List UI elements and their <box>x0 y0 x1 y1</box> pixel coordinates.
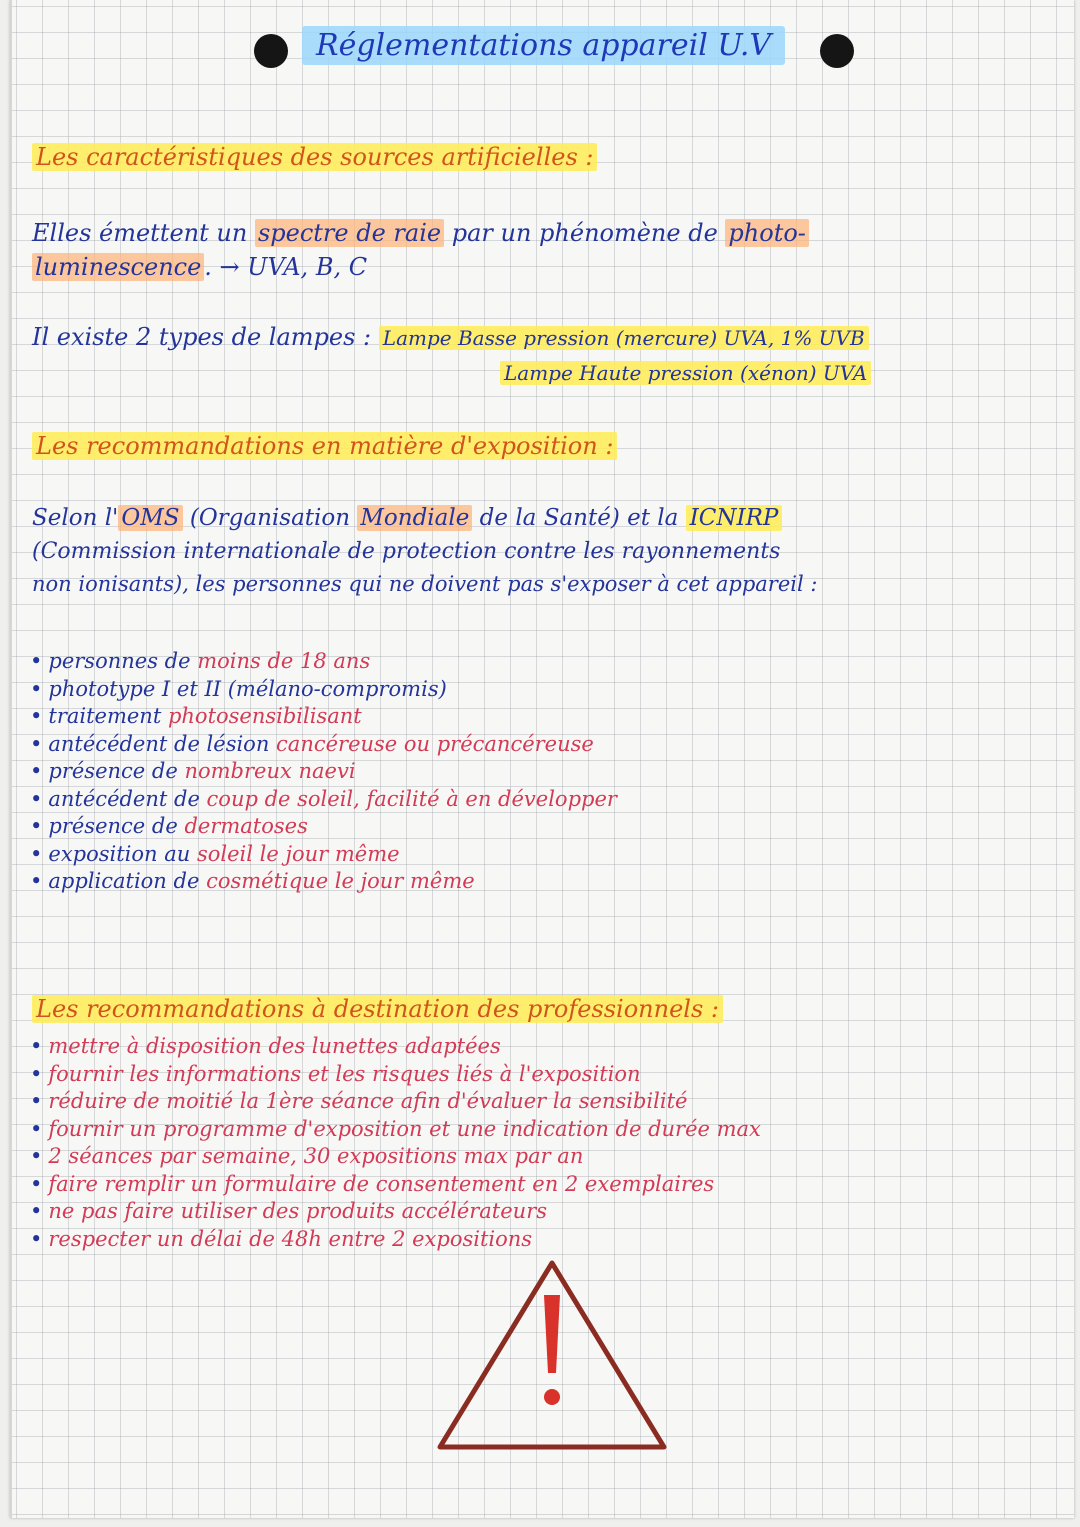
p1-highlight-luminescence: luminescence <box>32 253 204 281</box>
item-text: respecter un délai de 48h entre 2 expositions <box>48 1226 533 1251</box>
bullet-icon: • <box>30 841 43 866</box>
item-text: antécédent de lésion <box>48 731 277 756</box>
exclusion-list <box>30 648 617 896</box>
bullet-icon: • <box>30 1144 43 1168</box>
exclusion-list-item <box>30 703 617 731</box>
section2-line1 <box>32 503 782 533</box>
exclusion-list-item <box>30 676 617 704</box>
item-text: antécédent de <box>48 786 207 811</box>
punch-hole-left <box>254 34 288 68</box>
item-text: réduire de moitié la 1ère séance afin d'évaluer la sensibilité <box>48 1089 688 1113</box>
item-text-emphasis: soleil le jour même <box>196 841 400 866</box>
item-text-emphasis: coup de soleil, facilité à en développer <box>206 786 617 811</box>
bullet-icon: • <box>30 1089 43 1113</box>
item-text: fournir un programme d'exposition et une indication de durée max <box>48 1116 761 1141</box>
s2-mondiale: Mondiale <box>357 505 472 531</box>
section2-heading-text: Les recommandations en matière d'exposition : <box>32 432 617 460</box>
item-text: ne pas faire utiliser des produits accélérateurs <box>48 1199 548 1223</box>
section3-heading <box>32 995 723 1023</box>
bullet-icon: • <box>30 649 43 673</box>
recommendation-list-item <box>30 1033 761 1061</box>
bullet-icon: • <box>30 731 43 756</box>
p1-text-b: par un phénomène de <box>444 219 726 247</box>
recommendation-list-item <box>30 1226 761 1254</box>
item-text-emphasis: cancéreuse ou précancéreuse <box>276 731 594 756</box>
lamp-high-pressure <box>500 358 871 388</box>
exclusion-list-item <box>30 868 617 896</box>
bullet-icon: • <box>30 759 43 783</box>
bullet-icon: • <box>30 786 43 811</box>
punch-hole-right <box>820 34 854 68</box>
recommendation-list-item <box>30 1143 761 1171</box>
item-text: fournir les informations et les risques liés à l'exposition <box>48 1061 641 1086</box>
bullet-icon: • <box>30 1116 43 1141</box>
bullet-icon: • <box>30 1034 43 1058</box>
item-text-emphasis: nombreux naevi <box>184 759 356 783</box>
bullet-icon: • <box>30 1226 43 1251</box>
notebook-page <box>10 0 1074 1518</box>
recommendation-list-item <box>30 1171 761 1199</box>
recommendation-list-item <box>30 1116 761 1144</box>
exclusion-list-item <box>30 786 617 814</box>
exclusion-list-item <box>30 648 617 676</box>
bullet-icon: • <box>30 704 43 728</box>
item-text: personnes de <box>48 649 198 673</box>
exclusion-list-item <box>30 758 617 786</box>
p1-highlight-spectre: spectre de raie <box>255 219 444 247</box>
bullet-icon: • <box>30 676 43 701</box>
p1-text-a: Elles émettent un <box>32 219 255 247</box>
section2-heading <box>32 432 617 460</box>
exclusion-list-item <box>30 731 617 759</box>
recommendation-list-item <box>30 1088 761 1116</box>
professional-recommendations-list <box>30 1033 761 1253</box>
section1-paragraph1-line1 <box>32 218 809 248</box>
item-text: traitement <box>48 704 168 728</box>
exclusion-list-item <box>30 841 617 869</box>
item-text: présence de <box>48 814 185 838</box>
s2-text-b: (Organisation <box>182 505 358 531</box>
s2-text-c: de la Santé) et la <box>472 505 686 531</box>
item-text: mettre à disposition des lunettes adaptées <box>48 1034 501 1058</box>
lamp-types-lead: Il existe 2 types de lampes : <box>32 323 379 351</box>
section2-line3: non ionisants), les personnes qui ne doivent pas s'exposer à cet appareil : <box>32 572 818 596</box>
section1-heading <box>32 143 597 171</box>
bullet-icon: • <box>30 814 43 838</box>
p1-text-uv-types: . → UVA, B, C <box>204 253 368 281</box>
item-text: application de <box>48 869 207 893</box>
item-text: faire remplir un formulaire de consentement en 2 exemplaires <box>48 1171 715 1196</box>
recommendation-list-item <box>30 1061 761 1089</box>
page-title: Réglementations appareil U.V <box>302 26 785 65</box>
bullet-icon: • <box>30 869 43 893</box>
item-text: phototype I et II (mélano-compromis) <box>48 676 447 701</box>
bullet-icon: • <box>30 1199 43 1223</box>
exclusion-list-item <box>30 813 617 841</box>
item-text-emphasis: cosmétique le jour même <box>206 869 475 893</box>
item-text-emphasis: dermatoses <box>184 814 308 838</box>
item-text-emphasis: moins de 18 ans <box>197 649 371 673</box>
item-text: exposition au <box>48 841 197 866</box>
p1-highlight-photo: photo- <box>725 219 808 247</box>
recommendation-list-item <box>30 1198 761 1226</box>
bullet-icon: • <box>30 1171 43 1196</box>
lamp-low-pressure: Lampe Basse pression (mercure) UVA, 1% UVB <box>379 326 869 350</box>
s2-icnirp: ICNIRP <box>686 505 783 531</box>
bullet-icon: • <box>30 1061 43 1086</box>
section1-heading-text: Les caractéristiques des sources artificielles : <box>32 143 597 171</box>
section1-paragraph1-line2 <box>32 252 367 282</box>
item-text: 2 séances par semaine, 30 expositions max par an <box>48 1144 584 1168</box>
section1-lamp-types <box>32 322 869 353</box>
warning-triangle-icon <box>432 1255 672 1455</box>
section3-heading-text: Les recommandations à destination des professionnels : <box>32 995 723 1023</box>
s2-oms: OMS <box>118 505 182 531</box>
item-text: présence de <box>48 759 185 783</box>
section2-line2: (Commission internationale de protection contre les rayonnements <box>32 539 781 564</box>
s2-text-a: Selon l' <box>32 505 119 531</box>
item-text-emphasis: photosensibilisant <box>167 704 362 728</box>
lamp-high-pressure-text: Lampe Haute pression (xénon) UVA <box>500 361 871 385</box>
